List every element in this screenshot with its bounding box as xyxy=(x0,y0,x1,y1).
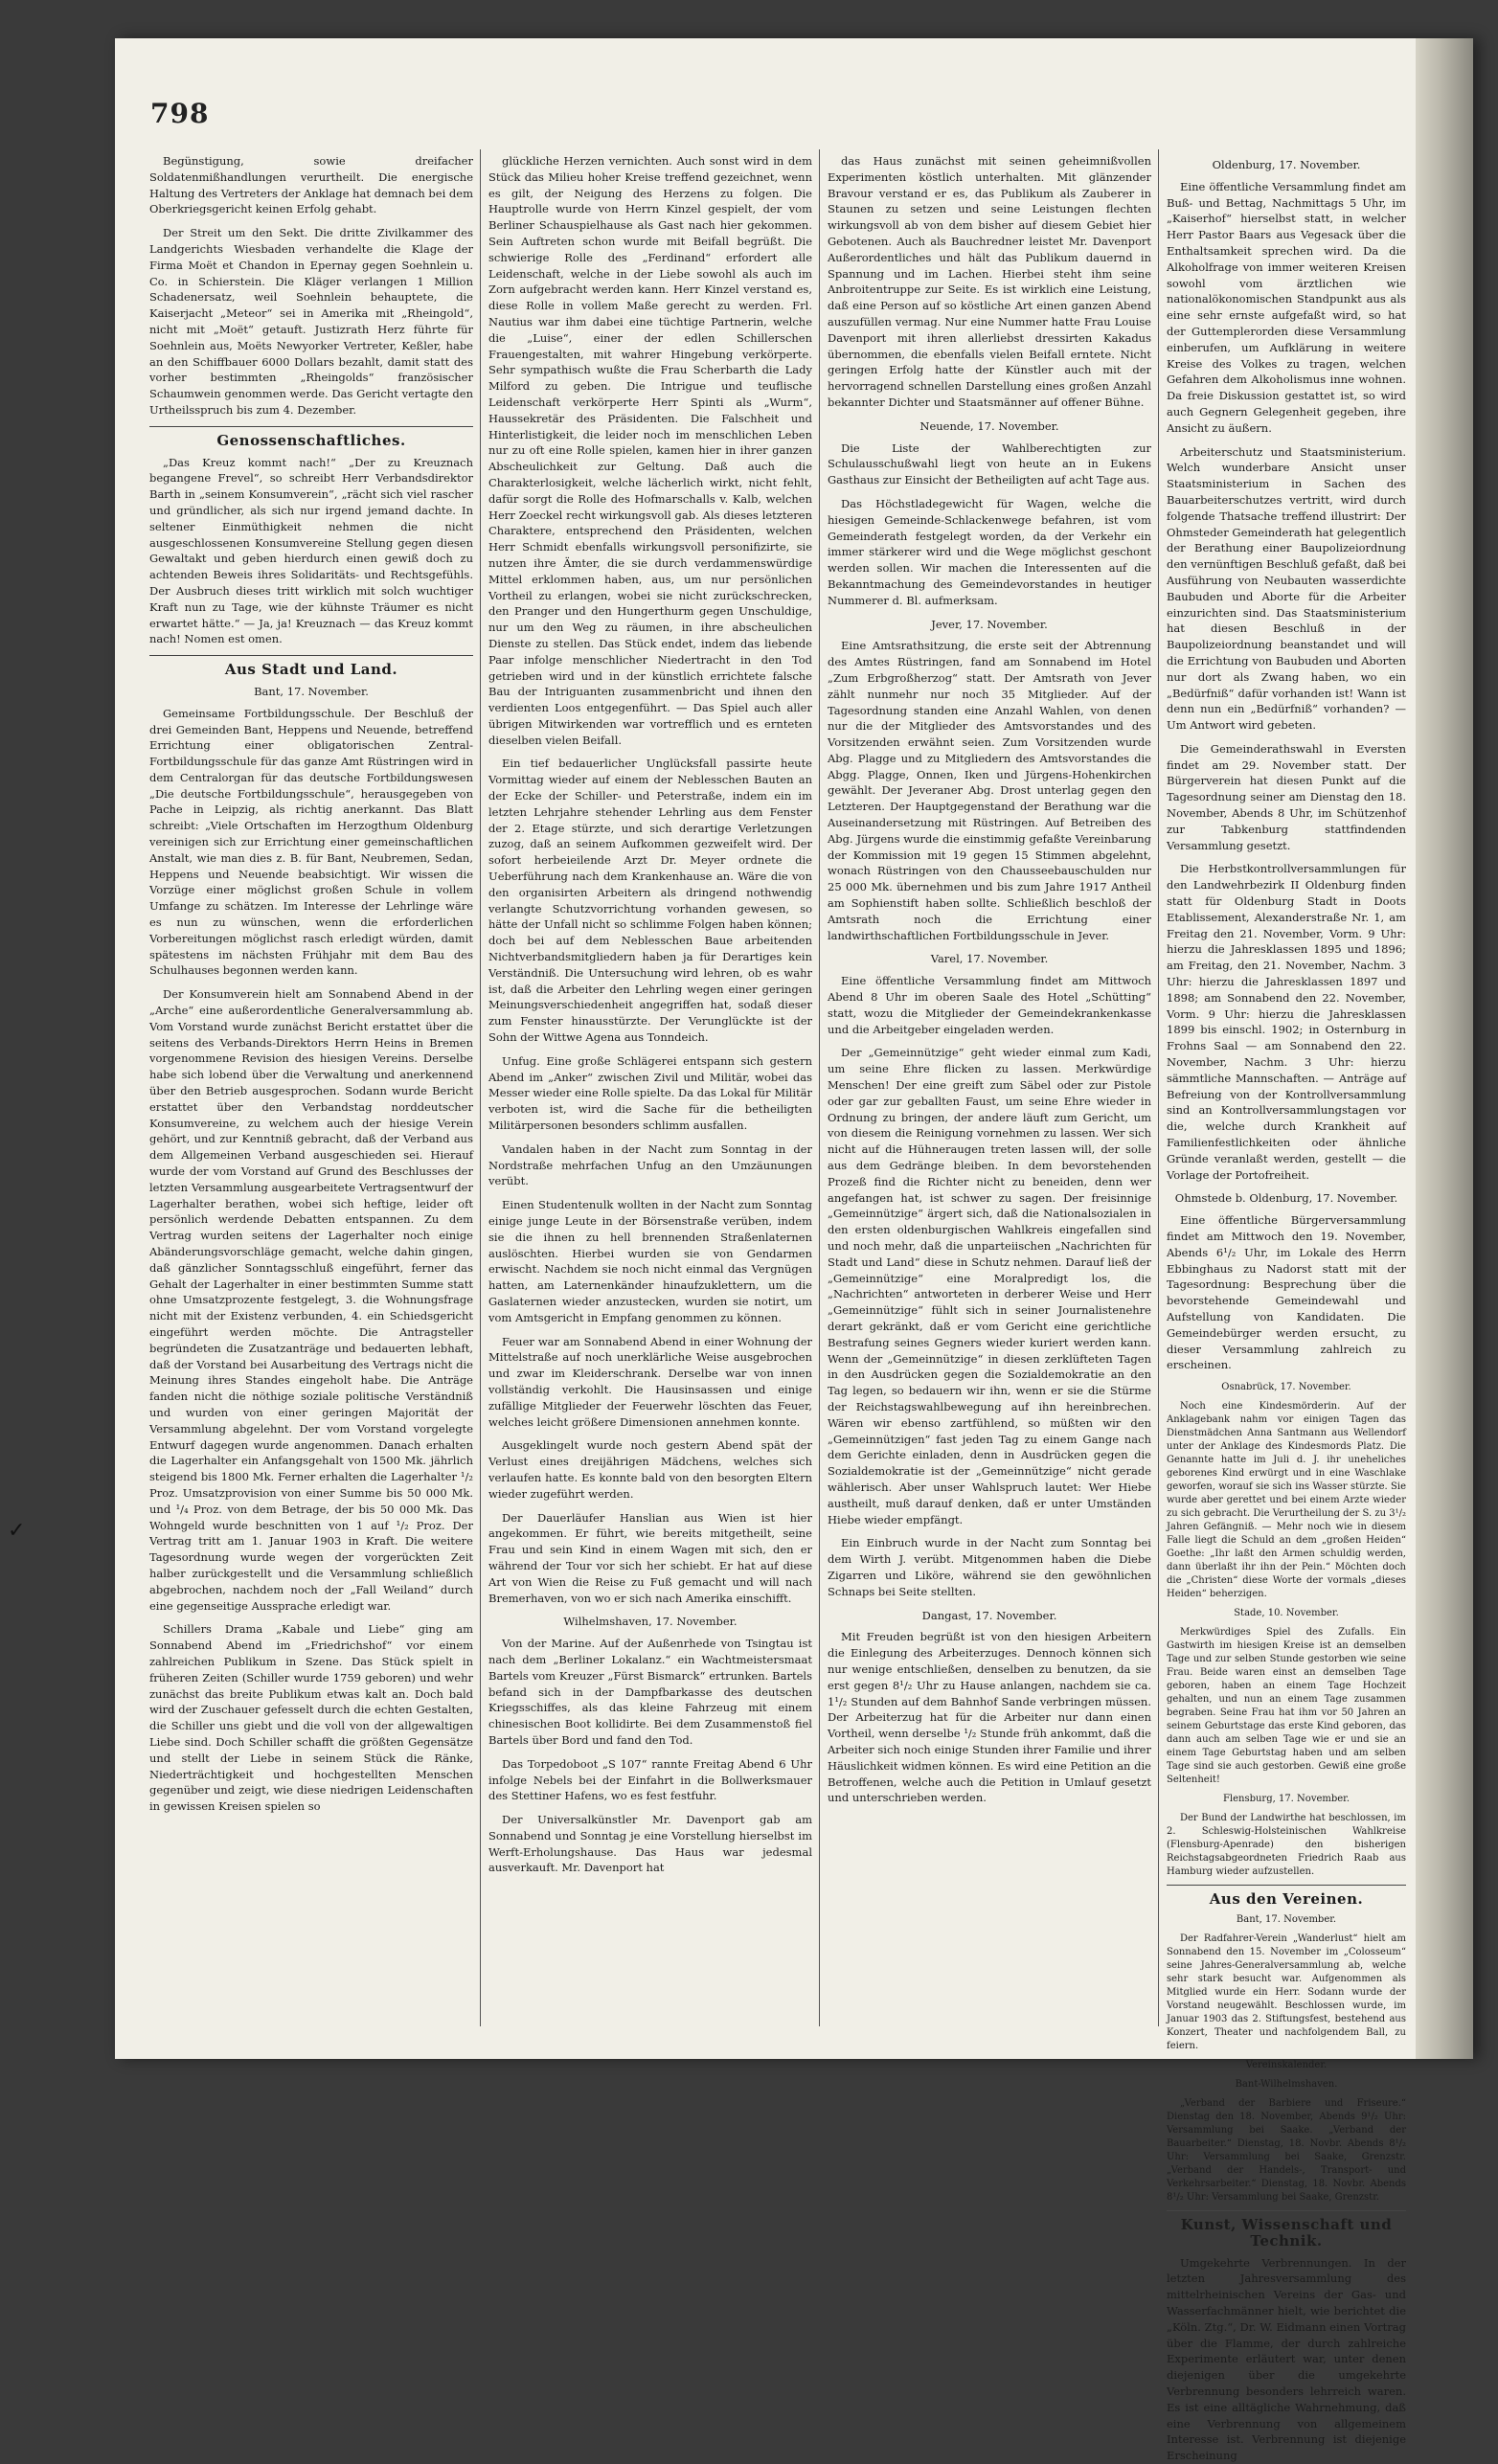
section-heading: Aus den Vereinen. xyxy=(1209,1890,1364,1909)
article-text: Merkwürdiges Spiel des Zufalls. Ein Gastwirth im hiesigen Kreise ist an demselben Tage und zur selben Stunde gestorben wie seine Frau. Beide waren einst an demselben Tage geboren, haben an einem Tage Hochzeit gehalten, und nun an einem Tage zusammen begraben. Seine Frau hat ihm vor 50 Jahren an seinem Geburtstage das erste Kind geboren, das dann auch am selben Tage wie er und sie an einem Tage Geburtstag haben und am selben Tage sind sie auch gestorben. Gewiß eine große Seltenheit! xyxy=(1167,1627,1406,1786)
article-text: Das Höchstladegewicht für Wagen, welche die hiesigen Gemeinde-Schlackenwege befahren, ist vom Gemeinderath festgelegt worden, da der Verkehr ein immer stärkerer wird und die Wege möglichst geschont werden sollen. Wir machen die Interessenten auf die Bekanntmachung des Gemeindevorstandes in heutiger Nummerer d. Bl. aufmerksam. xyxy=(828,496,1151,607)
article-text: Eine Amtsrathsitzung, die erste seit der Abtrennung des Amtes Rüstringen, fand am Sonnabend im Hotel „Zum Erbgroßherzog“ statt. Der Amtsrath von Jever zählt nunmehr nur noch 35 Mitglieder. Auf der Tagesordnung standen eine Anzahl Wahlen, von denen nur die der Mitglieder des Amtsvorstandes und des Vorsitzenden erwähnt seien. Zum Vorsitzenden wurde Abg. Plagge und zu Mitgliedern des Amtsvorstandes die Abgg. Plagge, Onnen, Iken und Jürgens-Hohenkirchen gewählt. Der Jeveraner Abg. Drost unterlag gegen den Letzteren. Der Hauptgegenstand der Berathung war die Auseinandersetzung mit Rüstringen. Auf Betreiben des Abg. Jürgens wurde die einstimmig gefaßte Vereinbarung der Kommission mit 19 gegen 15 Stimmen abgelehnt, wonach Rüstringen von den Chausseebauschulden nur 25 000 Mk. übernehmen und bis zum Jahre 1917 Antheil am Sophienstift haben sollte. Schließlich beschloß der Amtsrath noch die Errichtung einer landwirthschaftlichen Fortbildungsschule in Jever. xyxy=(828,639,1151,942)
dateline: Stade, 10. November. xyxy=(1234,1608,1339,1619)
article-text: Der Konsumverein hielt am Sonnabend Abend in der „Arche“ eine außerordentliche Generalversammlung ab. Vom Vorstand wurde zunächst Bericht erstattet über die seitens des Verbands-Direktors Herrn Heins in Bremen vorgenommene Revision des hiesigen Vereins. Derselbe habe sich lobend über die Verwaltung und anerkennend über den Betrieb ausgesprochen. Sodann wurde Bericht erstattet über den Verbandstag norddeutscher Konsumvereine, zu welchem auch der hiesige Verein gehört, und zur Kenntniß gebracht, daß der Verband aus dem Allgemeinen Verband ausgeschieden sei. Hierauf wurde der vom Vorstand auf Grund des Beschlusses der letzten Versammlung ausgearbeitete Vertragsentwurf der Lagerhalter berathen, wobei sich heftige, leider oft persönlich werdende Debatten entspannen. Zu dem Vertrag wurden seitens der Lagerhalter noch einige Abänderungsvorschläge gemacht, welche dahin gingen, daß gänzlicher Sonntagsschluß eingeführt, ferner das Gehalt der Lagerhalter in einer bestimmten Summe statt ohne Umsatzprozente festgelegt, 3. die Wohnungsfrage nicht mit der Existenz verbunden, 4. ein Schiedsgericht eingeführt werden möchte. Die Antragsteller begründeten die Zusatzanträge und bedauerten lebhaft, daß der Vorstand bei Ausarbeitung des Vertrags nicht die Meinung ihres Standes eingeholt habe. Die Anträge fanden nicht die nöthige soziale politische Verständniß und wurden von einer geringen Majorität der Versammlung abgelehnt. Der vom Vorstand vorgelegte Entwurf dagegen wurde angenommen. Danach erhalten die Lagerhalter ein Anfangsgehalt von 1500 Mk. jährlich steigend bis 1800 Mk. Ferner erhalten die Lagerhalter ¹/₂ Proz. Umsatzprovision von einer Summe bis 50 000 Mk. und ¹/₄ Proz. von dem Betrage, der bis 50 000 Mk. Das Wohngeld wurde beschnitten von 1 auf ¹/₂ Proz. Der Vertrag tritt am 1. Januar 1903 in Kraft. Die weitere Tagesordnung wurde wegen der vorgerückten Zeit halber zurückgestellt und die Versammlung schließlich abgebrochen, nachdem noch der „Fall Weiland“ durch eine gegenseitige Aussprache erledigt war. xyxy=(149,987,473,1613)
dateline: Osnabrück, 17. November. xyxy=(1221,1382,1351,1393)
dateline: Neuende, 17. November. xyxy=(919,418,1059,433)
page-number: 798 xyxy=(150,98,210,129)
article-text: Unfug. Eine große Schlägerei entspann sich gestern Abend im „Anker“ zwischen Zivil und Militär, wobei das Messer wieder eine Rolle spielte. Da das Lokal für Militär verboten ist, wird die Sache für die betheiligten Militärpersonen besonders schlimm ausfallen. xyxy=(488,1053,812,1133)
section-heading: Aus Stadt und Land. xyxy=(224,661,398,679)
dateline: Bant, 17. November. xyxy=(1236,1913,1337,1925)
divider xyxy=(149,655,473,656)
column-1 xyxy=(149,153,473,2030)
column-rule xyxy=(480,149,481,2026)
column-2 xyxy=(488,153,812,2030)
article-text: Ein Einbruch wurde in der Nacht zum Sonntag bei dem Wirth J. verübt. Mitgenommen haben die Diebe Zigarren und Liköre, während sie den gewöhnlichen Schnaps bei Seite stellten. xyxy=(828,1536,1151,1598)
margin-mark-icon: ✓ xyxy=(8,1519,26,1543)
column-rule xyxy=(819,149,820,2026)
dateline: Jever, 17. November. xyxy=(931,617,1048,631)
divider xyxy=(149,426,473,427)
article-text: Eine öffentliche Versammlung findet am Buß- und Bettag, Nachmittags 5 Uhr, im „Kaiserhof“ hierselbst statt, in welcher Herr Pastor Baars aus Vegesack über die Enthaltsamkeit sprechen wird. Da die Alkoholfrage von immer weiteren Kreisen sowohl vom ärztlichen wie nationalökonomischen Standpunkt aus als eine sehr ernste aufgefaßt wird, so hat der Guttemplerorden diese Versammlung einberufen, um Aufklärung in weitere Kreise des Volkes zu tragen, welchen Gefahren dem Alkoholismus inne wohnen. Da freie Diskussion gestattet ist, so wird auch Gegnern Gelegenheit gegeben, ihre Ansicht zu äußern. xyxy=(1167,179,1406,435)
article-text: Ausgeklingelt wurde noch gestern Abend spät der Verlust eines dreijährigen Mädchens, welches sich verlaufen hatte. Es konnte bald von den besorgten Eltern wieder zugeführt werden. xyxy=(488,1438,812,1501)
article-text: das Haus zunächst mit seinen geheimnißvollen Experimenten köstlich unterhalten. Mit glänzender Bravour verstand er es, das Publikum als Zauberer in Staunen zu setzen und seine Leistungen flechten wirkungsvoll ab von dem bisher auf diesem Gebiet hier Gebotenen. Auch als Bauchredner leistet Mr. Davenport Außerordentliches und hält das Publikum dauernd in Spannung und im Lachen. Hierbei steht ihm seine Anbroitentruppe zur Seite. Es ist wirklich eine Leistung, daß eine Person auf so köstliche Art einen ganzen Abend auszufüllen vermag. Nur eine Nummer hatte Frau Louise Davenport mit ihren allerliebst dressirten Kakadus übernommen, die ebenfalls vielen Beifall erntete. Nicht geringen Erfolg hatte der Künstler auch mit der hervorragend schnellen Darstellung eines großen Anzahl bekannter Dichter und Staatsmänner auf offener Bühne. xyxy=(828,154,1151,409)
dateline: Flensburg, 17. November. xyxy=(1222,1794,1350,1805)
dateline: Dangast, 17. November. xyxy=(921,1608,1057,1622)
column-4 xyxy=(1167,153,1406,2463)
newspaper-page xyxy=(115,38,1473,2463)
calendar-title: Vereinskalender. xyxy=(1245,2059,1328,2070)
article-text: Der Streit um den Sekt. Die dritte Zivilkammer des Landgerichts Wiesbaden verhandelte die Klage der Firma Moët et Chandon in Epernay gegen Soehnlein u. Co. in Schierstein. Die Kläger verlangen 1 Million Schadenersatz, weil Soehnlein behauptete, die Kaiserjacht „Meteor“ sei in Amerika mit „Rheingold“, nicht mit „Moët“ getauft. Justizrath Herz führte für Soehnlein aus, Moëts Newyorker Vertreter, Keßler, habe an den Schiffbauer 6000 Dollars bezahlt, damit statt des vorher bestimmten „Rheingolds“ französischer Schaumwein genommen werde. Das Gericht vertagte den Urtheilsspruch bis zum 4. Dezember. xyxy=(149,226,473,417)
article-text: Ein tief bedauerlicher Unglücksfall passirte heute Vormittag wieder auf einem der Neblesschen Bauten an der Ecke der Schiller- und Peterstraße, indem ein im letzten Lehrjahre stehender Lehrling aus dem Fenster der 2. Etage stürzte, und sich derartige Verletzungen zuzog, daß an seinem Aufkommen gezweifelt wird. Der sofort herbeieilende Arzt Dr. Meyer ordnete die Ueberführung nach dem Krankenhause an. Wäre die von den organisirten Arbeitern als dringend nothwendig verlangte Schutzvorrichtung vorhanden gewesen, so hätte der Unfall nicht so schlimme Folgen haben können; doch bei auf dem Neblesschen Baue arbeitenden Nichtverbandsmitgliedern haben ja für Derartiges kein Verständniß. Die Untersuchung wird lehren, ob es wahr ist, daß die Arbeiter den Lehrling wegen einer geringen Meinungsverschiedenheit angegriffen hat, sodaß dieser zum Fenster hinausstürzte. Der Verunglückte ist der Sohn der Wittwe Agena aus Tonndeich. xyxy=(488,757,812,1045)
section-heading: Kunst, Wissenschaft und Technik. xyxy=(1180,2215,1393,2249)
article-text: Der Universalkünstler Mr. Davenport gab am Sonnabend und Sonntag je eine Vorstellung hierselbst im Werft-Erholungshause. Das Haus war jedesmal ausverkauft. Mr. Davenport hat xyxy=(488,1813,812,1875)
dateline: Varel, 17. November. xyxy=(930,952,1049,966)
dateline: Ohmstede b. Oldenburg, 17. November. xyxy=(1174,1191,1398,1206)
calendar-subtitle: Bant-Wilhelmshaven. xyxy=(1235,2078,1338,2090)
article-text: Die Gemeinderathswahl in Eversten findet am 29. November statt. Der Bürgerverein hat diesen Punkt auf die Tagesordnung seiner am Dienstag den 18. November, Abends 8 Uhr, im Schützenhof zur Tabkenburg stattfindenden Versammlung gesetzt. xyxy=(1167,741,1406,852)
article-text: Noch eine Kindesmörderin. Auf der Anklagebank nahm vor einigen Tagen das Dienstmädchen Anna Santmann aus Wellendorf unter der Anklage des Kindesmords Platz. Die Genannte hatte im Juli d. J. ihr uneheliches geborenes Kind erwürgt und in eine Waschlake geworfen, worauf sie sich ins Wasser stürzte. Sie wurde aber gerettet und bei einem Arzte wieder zu sich gebracht. Die Verurtheilung der S. zu 3¹/₂ Jahren Gefängniß. — Mehr noch wie in diesem Falle liegt die Schuld an dem „großen Heiden“ Goethe: „Ihr laßt den Armen schuldig werden, dann überlaßt ihr ihn der Pein.“ Möchten doch die „Christen“ diese Worte der vormals „dieses Heiden“ beherzigen. xyxy=(1167,1401,1406,1600)
article-text: Der Bund der Landwirthe hat beschlossen, im 2. Schleswig-Holsteinischen Wahlkreise (Flensburg-Apenrade) den bisherigen Reichstagsabgeordneten Friedrich Raab aus Hamburg wieder aufzustellen. xyxy=(1167,1813,1406,1878)
article-text: „Verband der Barbiere und Friseure.“ Dienstag den 18. November, Abends 9¹/₂ Uhr: Versammlung bei Saake. „Verband der Bauarbeiter.“ Dienstag, 18. Novbr. Abends 8¹/₂ Uhr: Versammlung bei Saake, Grenzstr. „Verband der Handels-, Transport- und Verkehrsarbeiter.“ Dienstag, 18. Novbr. Abends 8¹/₂ Uhr: Versammlung bei Saake, Grenzstr. xyxy=(1167,2097,1406,2203)
article-text: Gemeinsame Fortbildungsschule. Der Beschluß der drei Gemeinden Bant, Heppens und Neuende, betreffend Errichtung einer obligatorischen Zentral-Fortbildungsschule für das ganze Amt Rüstringen wird in dem Centralorgan für das deutsche Fortbildungswesen „Die deutsche Fortbildungsschule“, herausgegeben von Pache in Leipzig, als richtig anerkannt. Das Blatt schreibt: „Viele Ortschaften im Herzogthum Oldenburg vereinigen sich zur Errichtung einer gemeinschaftlichen Anstalt, wie man dies z. B. für Bant, Neubremen, Sedan, Heppens und Neuende beabsichtigt. Wir wissen die Vorzüge einer möglichst großen Schule in vollem Umfange zu schätzen. Im Interesse der Lehrlinge wäre es nun zu wünschen, wenn die erforderlichen Vorbereitungen möglichst rasch erledigt würden, damit spätestens im nächsten Frühjahr mit dem Bau des Schulhauses begonnen werden kann. xyxy=(149,706,473,978)
article-text: Einen Studentenulk wollten in der Nacht zum Sonntag einige junge Leute in der Börsenstraße verüben, indem sie die ihnen zu hell brennenden Straßenlaternen auslöschten. Hierbei wurden sie von Gendarmen erwischt. Nachdem sie noch nicht einmal das Vergnügen hatten, am Laternenkänder hinaufzuklettern, um die Gaslaternen wieder anzustecken, wurden sie notirt, um vom Amtsgericht in Empfang genommen zu können. xyxy=(488,1198,812,1324)
divider xyxy=(1167,1885,1406,1886)
divider xyxy=(1167,2210,1406,2211)
small-print-block xyxy=(1167,1913,1406,2204)
article-text: „Das Kreuz kommt nach!“ „Der zu Kreuznach begangene Frevel“, so schreibt Herr Verbandsdirektor Barth in „seinem Konsumverein“, „rächt sich viel rascher und gründlicher, als sich nur irgend jemand dachte. In seltener Einmüthigkeit nehmen die nicht ausgeschlossenen Konsumvereine Stellung gegen diesen Gewaltakt und geben hierdurch einen gewiß doch zu achtenden Beweis ihres Solidaritäts- und Rechtsgefühls. Der Ausbruch dieses tritt wirklich mit solch wuchtiger Kraft nun zu Tage, wie der kühnste Träumer es nicht erwartet hätte.“ — Ja, ja! Kreuznach — das Kreuz kommt nach! Nomen est omen. xyxy=(149,455,473,646)
article-text: Die Liste der Wahlberechtigten zur Schulausschußwahl liegt von heute an in Eukens Gasthaus zur Einsicht der Betheiligten auf acht Tage aus. xyxy=(828,441,1151,487)
article-text: Begünstigung, sowie dreifacher Soldatenmißhandlungen verurtheilt. Die energische Haltung des Vertreters der Anklage hat demnach bei dem Oberkriegsgericht keinen Erfolg gehabt. xyxy=(149,154,474,216)
article-text: Von der Marine. Auf der Außenrhede von Tsingtau ist nach dem „Berliner Lokalanz.“ ein Wachtmeistersmaat Bartels vom Kreuzer „Fürst Bismarck“ ertrunken. Bartels befand sich in der Dampfbarkasse des deutschen Kriegsschiffes, als das kleine Fahrzeug mit einem chinesischen Boot kollidirte. Bei dem Zusammenstoß fiel Bartels über Bord und fand den Tod. xyxy=(488,1637,812,1747)
article-text: Das Torpedoboot „S 107“ rannte Freitag Abend 6 Uhr infolge Nebels bei der Einfahrt in die Bollwerksmauer des Stettiner Hafens, wo es fest festfuhr. xyxy=(488,1756,812,1803)
article-text: glückliche Herzen vernichten. Auch sonst wird in dem Stück das Milieu hoher Kreise treffend gezeichnet, wenn es gilt, der Neigung des Herzens zu folgen. Die Hauptrolle wurde von Herrn Kinzel gespielt, der vom Berliner Schauspielhause als Gast nach hier gekommen. Sein Auftreten schon wurde mit Beifall begrüßt. Die schwierige Rolle des „Ferdinand“ erfordert alle Leidenschaft, welche in der Liebe sowohl als auch im Zorn aufgebracht werden kann. Herr Kinzel verstand es, diese Rolle in vollem Maße gerecht zu werden. Frl. Nautius war ihm dabei eine tüchtige Partnerin, welche die „Luise“, einer der edlen Schillerschen Frauengestalten, mit wahrer Hingebung verkörperte. Sehr sympathisch wußte die Frau Scherbarth die Lady Milford zu geben. Die Intrigue und teuflische Leidenschaft verkörperte Herr Spinti als „Wurm“, Haussekretär des Präsidenten. Die Falschheit und Hinterlistigkeit, die leider noch im menschlichen Leben nur zu oft eine Rolle spielen, kamen hier in ihrer ganzen Abscheulichkeit zur Geltung. Daß auch die Charakterlosigkeit, welche lächerlich wirkt, nicht fehlt, dafür sorgt die Rolle des Hofmarschalls v. Kalb, welchen Herr Zoeckel recht wirkungsvoll gab. Als dieses letzteren Charaktere, entsprechend den Präsidenten, welchen Herr Schmidt ebenfalls wirkungsvoll personifizirte, sie nutzen ihre Ämter, die sie durch verdammenswürdige Mittel erklommen haben, aus, um nur persönlichen Vortheil zu erlangen, wobei sie nicht zurückschrecken, den Pranger und den Hungerthurm gegen Unschuldige, nur um den Weg zu räumen, in ihre abscheulichen Dienste zu stellen. Das Stück endet, indem das liebende Paar infolge menschlicher Niedertracht in den Tod getrieben wird und in der künstlich errichtete falsche Bau der Intriguanten zusammenbricht und ihnen den verdienten Loos entgegenführt. — Das Spiel auch aller übrigen Mitwirkenden war vortrefflich und es ernteten dieselben vielen Beifall. xyxy=(488,154,812,747)
article-text: Die Herbstkontrollversammlungen für den Landwehrbezirk II Oldenburg finden statt für Oldenburg Stadt in Doots Etablissement, Alexanderstraße Nr. 1, am Freitag den 21. November, Vorm. 9 Uhr: hierzu die Jahresklassen 1895 und 1896; am Freitag, den 21. November, Nachm. 3 Uhr: hierzu die Jahresklassen 1897 und 1898; am Sonnabend den 22. November, Vorm. 9 Uhr: hierzu die Jahresklassen 1899 bis einschl. 1902; in Osternburg in Frohns Saal — am Sonnabend den 22. November, Nachm. 3 Uhr: hierzu sämmtliche Mannschaften. — Anträge auf Befreiung von der Kontrollversammlung sind an Kontrollversammlungstagen vor die, welche durch Krankheit auf Familienfestlichkeiten oder ähnliche Gründe veranlaßt werden, gestellt — die Vorlage der Portofreiheit. xyxy=(1167,862,1406,1182)
column-3 xyxy=(828,153,1151,2030)
page-gutter-shadow xyxy=(1416,38,1473,2059)
article-text: Schillers Drama „Kabale und Liebe“ ging am Sonnabend Abend im „Friedrichshof“ vor einem zahlreichen Publikum in Szene. Das Stück spielt in früheren Zeiten (Schiller wurde 1759 geboren) und wehr zunächst das breite Publikum etwas kalt an. Doch bald wird der Zuschauer gefesselt durch die echten Gestalten, die Schiller uns giebt und die voll von der allgewaltigen Liebe sind. Doch Schiller schafft die größten Gegensätze und stellt der Liebe in seinem Stück die Ränke, Niederträchtigkeit und hochgestellten Menschen gegenüber und zeigt, wie diese niedrigen Leidenschaften in gewissen Kreisen spielen so xyxy=(149,1622,473,1814)
article-text: Der Radfahrer-Verein „Wanderlust“ hielt am Sonnabend den 15. November im „Colosseum“ seine Jahres-Generalversammlung ab, welche sehr stark besucht war. Aufgenommen als Mitglied wurde ein Herr. Sodann wurde der Vorstand neugewählt. Beschlossen wurde, im Januar 1903 das 2. Stiftungsfest, bestehend aus Konzert, Theater und nachfolgendem Ball, zu feiern. xyxy=(1167,1933,1406,2051)
section-heading: Genossenschaftliches. xyxy=(216,431,406,449)
dateline: Bant, 17. November. xyxy=(254,684,369,698)
dateline: Oldenburg, 17. November. xyxy=(1212,158,1361,171)
article-text: Umgekehrte Verbrennungen. In der letzten Jahresversammlung des mittelrheinischen Vereins der Gas- und Wasserfachmänner hielt, wie berichtet die „Köln. Ztg.“, Dr. W. Eidmann einen Vortrag über die Flamme, der durch zahlreiche Experimente erläutert war, unter denen diejenigen über die umgekehrte Verbrennung besonders lehrreich waren. Es ist eine alltägliche Wahrnehmung, daß eine Verbrennung von allgemeinem Interesse ist. Verbrennung ist diejenige Erscheinung xyxy=(1167,2255,1406,2463)
article-text: Vandalen haben in der Nacht zum Sonntag in der Nordstraße mehrfachen Unfug an den Umzäunungen verübt. xyxy=(488,1142,812,1188)
article-text: Feuer war am Sonnabend Abend in einer Wohnung der Mittelstraße auf noch unerklärliche Weise ausgebrochen und zwar im Kleiderschrank. Derselbe war von innen vollständig verkohlt. Die Hausinsassen und einige zufällige Mitglieder der Feuerwehr löschten das Feuer, welches leicht größere Dimensionen annehmen konnte. xyxy=(488,1334,812,1429)
dateline: Wilhelmshaven, 17. November. xyxy=(563,1615,738,1629)
article-text: Arbeiterschutz und Staatsministerium. Welch wunderbare Ansicht unser Staatsministerium in Sachen des Bauarbeiterschutzes vertritt, wird durch folgende Thatsache treffend illustrirt: Der Ohmsteder Gemeinderath hat gelegentlich der Berathung einer Baupolizeiordnung den vernünftigen Beschluß gefaßt, daß bei Ausführung von Neubauten wasserdichte Baubuden und Aborte für die Arbeiter einzurichten sind. Das Staatsministerium hat diesen Beschluß in der Baupolizeiordnung beanstandet und will die Errichtung von Baubuden und Aborten nur dort als Zwang haben, wo ein „Bedürfniß“ dafür vorhanden ist! Wann ist denn nun ein „Bedürfniß“ vorhanden? — Um Antwort wird gebeten. xyxy=(1167,444,1406,733)
small-print-block xyxy=(1167,1381,1406,1879)
column-rule xyxy=(1158,149,1159,2026)
article-text: Der „Gemeinnützige“ geht wieder einmal zum Kadi, um seine Ehre flicken zu lassen. Merkwürdige Menschen! Der eine greift zum Säbel oder zur Pistole oder gar zur geballten Faust, um seine Ehre wieder in Ordnung zu bringen, der andere läuft zum Gericht, um von diesem die Reinigung vornehmen zu lassen. Wer sich nicht auf die Hühneraugen treten lassen will, der solle aus dem Gedränge bleiben. In dem bevorstehenden Prozeß find die Richter nicht zu beneiden, denn wer angefangen hat, ist schwer zu sagen. Der freisinnige „Gemeinnützige“ ärgert sich, daß die Nationalsozialen in den ersten oldenburgischen Wahlkreis eingefallen sind und noch mehr, daß die unparteiischen „Nachrichten für Stadt und Land“ diese in Schutz nehmen. Darauf ließ der „Gemeinnützige“ eine Moralpredigt los, die „Nachrichten“ antworteten in derberer Weise und Herr „Gemeinnützige“ fühlt sich in seiner Journalistenehre derart gekränkt, daß er vom Gericht eine gerichtliche Bestrafung seines Gegners wieder kuriert werden kann. Wenn der „Gemeinnützige“ in diesen zerklüfteten Tagen in den Ausdrücken gegen die Sozialdemokratie an den Tag legen, so bedauern wir ihn, wenn er sie die Stürme der Reichstagswahlbewegung auf ihn hereinbrechen. Wären wir ebenso zartfühlend, so müßten wir den „Gemeinnützigen“ fast jeden Tag zu einem Gange nach dem Gerichte einladen, denn in Ausdrücken gegen die Sozialdemokratie ist der „Gemeinnützige“ nicht gerade wählerisch. Aber unser Wahlspruch lautet: Wer Hiebe austheilt, muß darauf denken, daß er unter Umständen Hiebe wieder empfängt. xyxy=(828,1046,1151,1526)
article-text: Mit Freuden begrüßt ist von den hiesigen Arbeitern die Einlegung des Arbeiterzuges. Dennoch können sich nur wenige entschließen, denselben zu benutzen, da sie erst gegen 8¹/₂ Uhr zu Hause anlangen, nachdem sie ca. 1¹/₂ Stunden auf dem Bahnhof Sande verbringen müssen. Der Arbeiterzug hat für die Arbeiter nur dann einen Vortheil, wenn derselbe ¹/₂ Stunde früh ankommt, daß die Arbeiter sich noch einige Stunden ihrer Familie und ihrer Häuslichkeit widmen können. Es wird eine Petition an die Betroffenen, welche auch die Petition in Umlauf gesetzt und unterschrieben werden. xyxy=(828,1630,1151,1805)
article-text: Der Dauerläufer Hanslian aus Wien ist hier angekommen. Er führt, wie bereits mitgetheilt, seine Frau und sein Kind in einem Wagen mit sich, den er während der Tour vor sich her schiebt. Er hat auf diese Art von Wien die Reise zu Fuß gemacht und will nach Bremerhaven, von wo er sich nach Amerika einschifft. xyxy=(488,1510,812,1605)
article-text: Eine öffentliche Versammlung findet am Mittwoch Abend 8 Uhr im oberen Saale des Hotel „Schütting“ statt, wozu die Mitglieder der Gemeindekrankenkasse und die Arbeitgeber eingeladen werden. xyxy=(828,974,1151,1036)
article-text: Eine öffentliche Bürgerversammlung findet am Mittwoch den 19. November, Abends 6¹/₂ Uhr, im Lokale des Herrn Ebbinghaus zu Nadorst statt mit der Tagesordnung: Besprechung über die bevorstehende Gemeindewahl und Aufstellung von Kandidaten. Die Gemeindebürger werden ersucht, zu dieser Versammlung zahlreich zu erscheinen. xyxy=(1167,1213,1406,1372)
